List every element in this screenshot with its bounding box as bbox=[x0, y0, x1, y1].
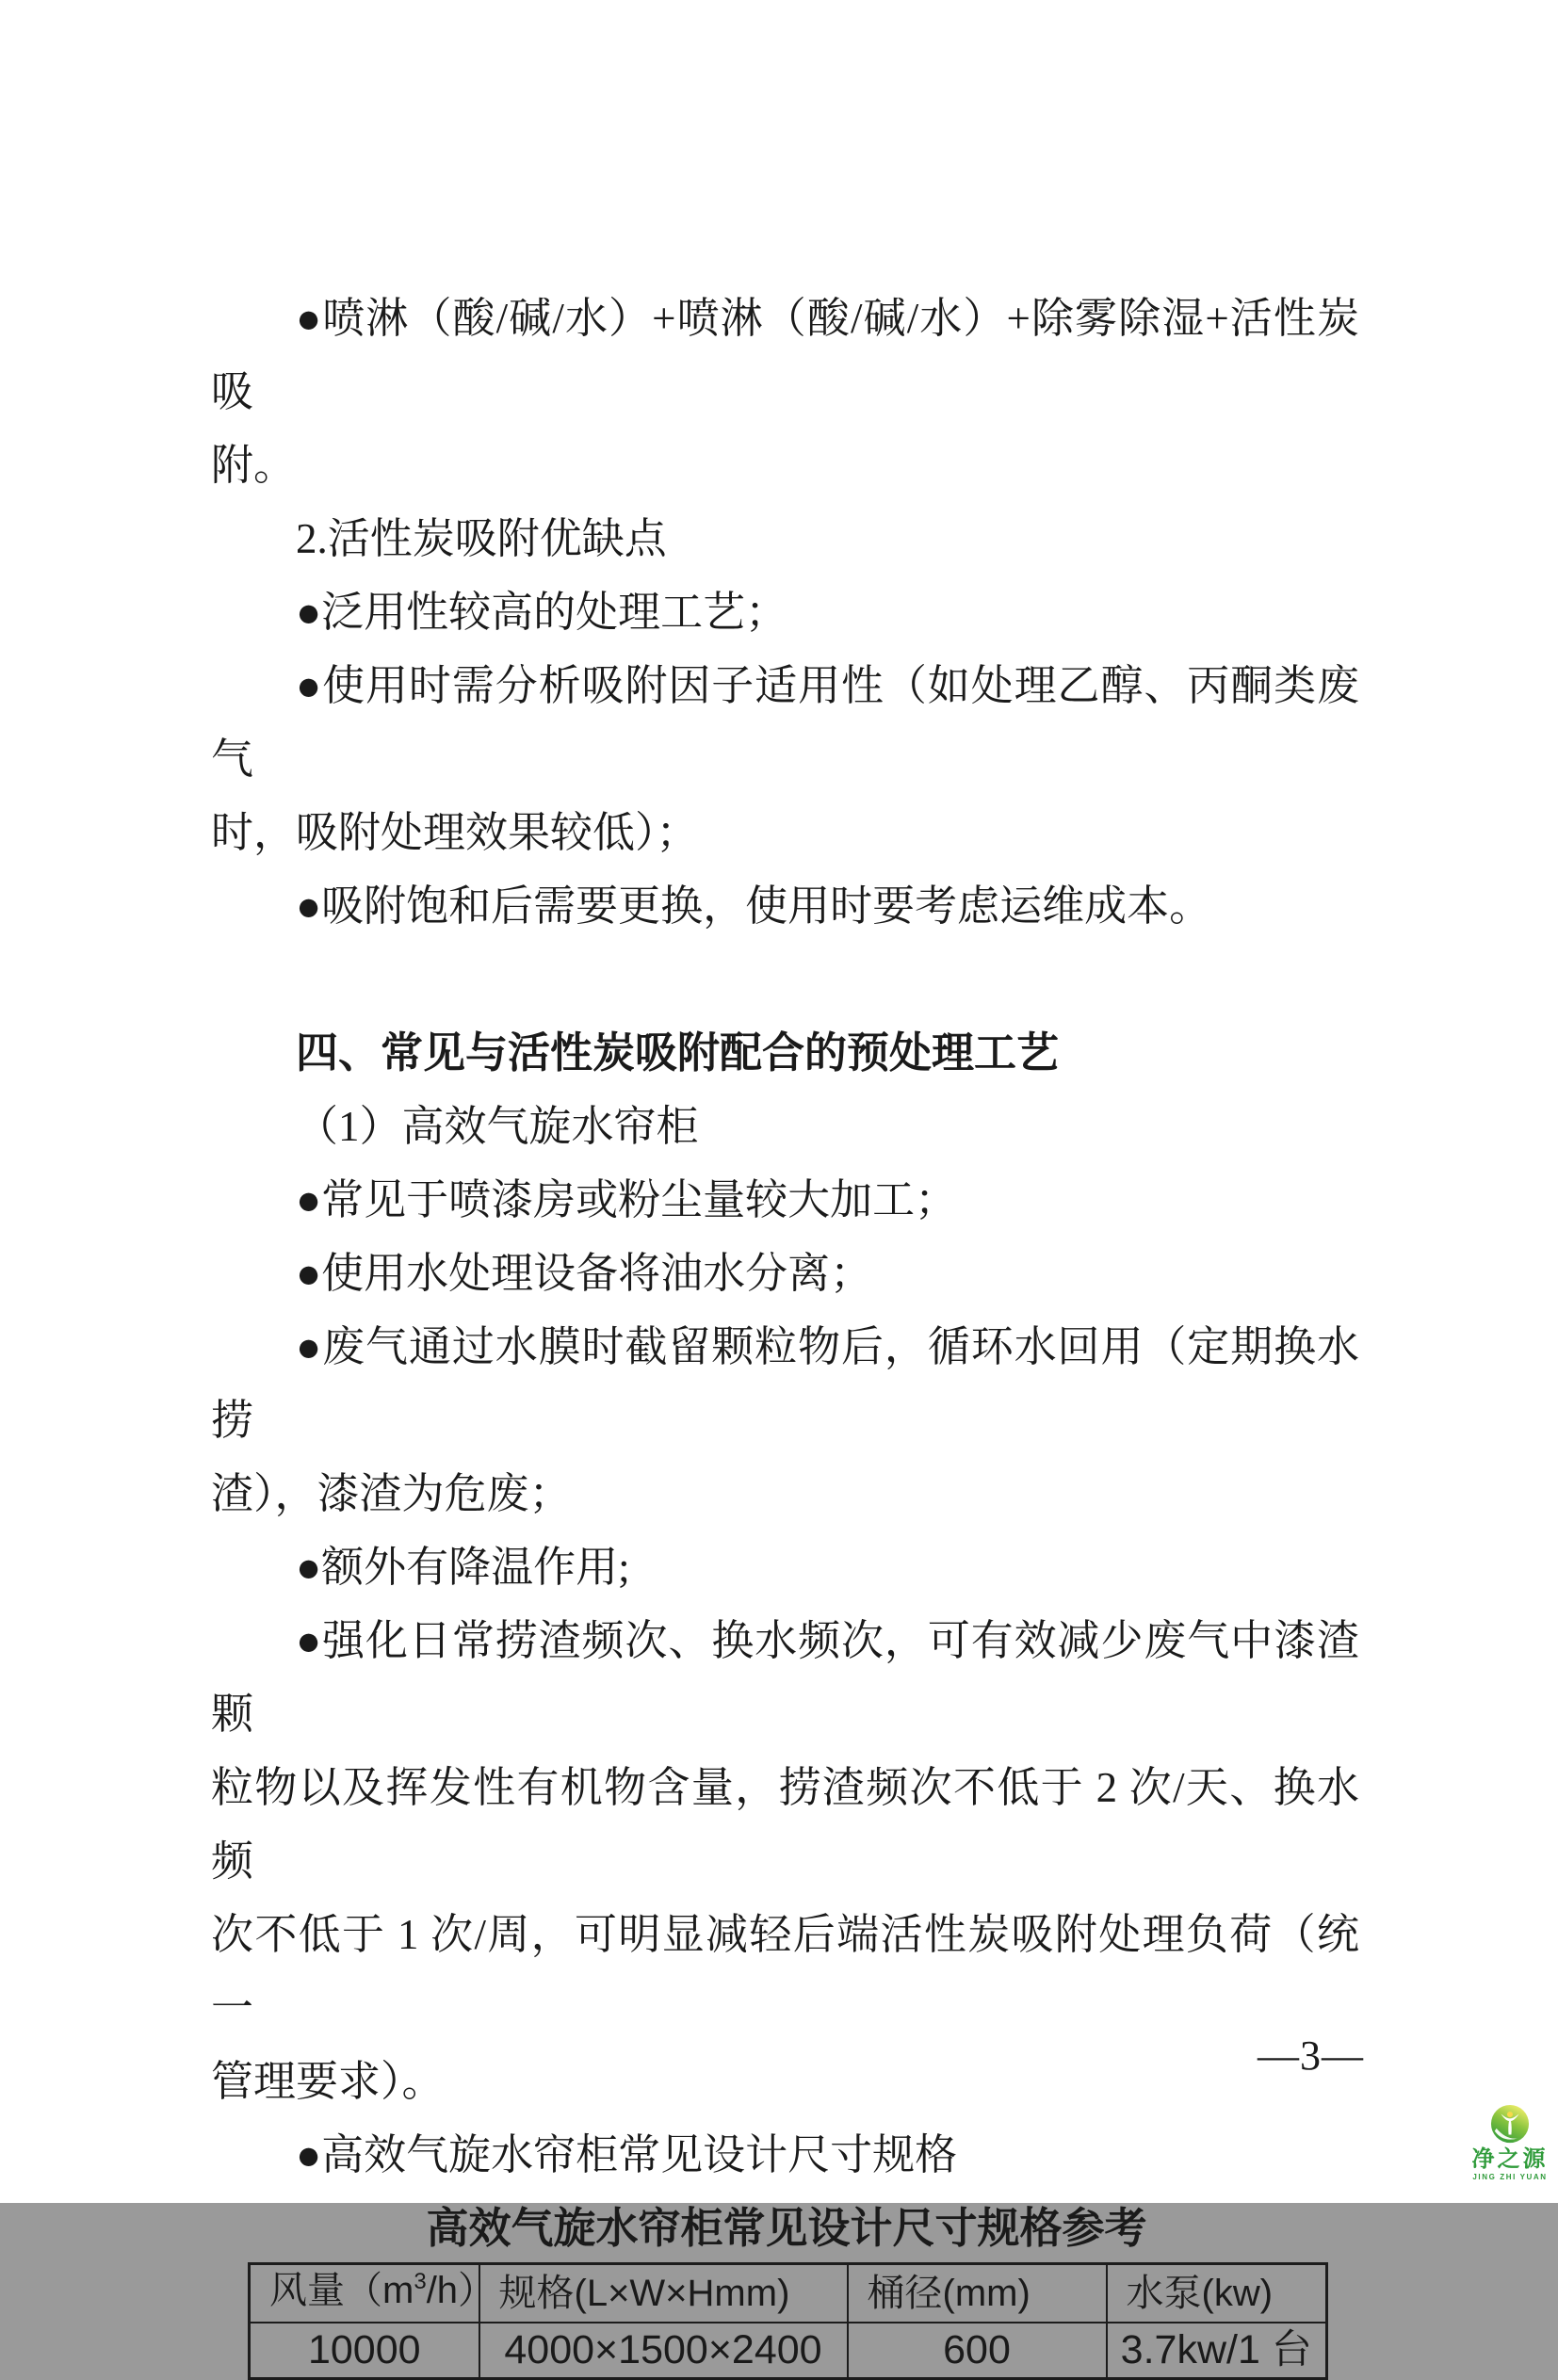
blank-line bbox=[211, 943, 1359, 1016]
bullet-line: ●使用时需分析吸附因子适用性（如处理乙醇、丙酮类废气 bbox=[211, 662, 1359, 783]
logo-name-en: JING ZHI YUAN bbox=[1472, 2173, 1548, 2181]
jingzhiyuan-logo bbox=[1466, 2104, 1554, 2182]
cell-pump: 3.7kw/1 台 bbox=[1107, 2323, 1327, 2379]
jingzhiyuan-logo-icon bbox=[1490, 2104, 1530, 2145]
paragraph-line: 时，吸附处理效果较低）； bbox=[211, 809, 699, 856]
table-header-row bbox=[250, 2264, 1327, 2323]
paragraph-line: 管理要求）。 bbox=[211, 2058, 445, 2105]
bullet-line: ●泛用性较高的处理工艺； bbox=[296, 589, 788, 636]
paragraph-line: 2.活性炭吸附优缺点 bbox=[296, 515, 667, 562]
header-airflow: 风量$(m^3/h)$ bbox=[250, 2264, 479, 2323]
cell-dimensions: 4000×1500×2400 bbox=[479, 2323, 848, 2379]
cell-barrel-diameter: 600 bbox=[848, 2323, 1107, 2379]
cell-airflow: 10000 bbox=[250, 2323, 479, 2379]
bullet-line: ●废气通过水膜时截留颗粒物后，循环水回用（定期换水捞 bbox=[211, 1323, 1359, 1444]
page-number: —3— bbox=[1258, 2032, 1364, 2079]
paragraph-line: ●喷淋（酸/碱/水）+喷淋（酸/碱/水）+除雾除湿+活性炭吸 bbox=[211, 295, 1359, 415]
logo-name-cn: 净之源 bbox=[1471, 2146, 1549, 2172]
header-pump: 水泵(kw) bbox=[1107, 2264, 1327, 2323]
table-title: 高效气旋水帘柜常见设计尺寸规格参考 bbox=[426, 2205, 1147, 2252]
table-data-row bbox=[250, 2323, 1327, 2379]
section-heading: 四、常见与活性炭吸附配合的预处理工艺 bbox=[296, 1028, 1060, 1077]
paragraph-line: 渣），漆渣为危废； bbox=[211, 1470, 572, 1517]
spec-table bbox=[248, 2262, 1328, 2380]
paragraph-line: （1）高效气旋水帘柜 bbox=[296, 1103, 699, 1150]
bullet-line: ●常见于喷漆房或粉尘量较大加工； bbox=[296, 1176, 958, 1223]
paragraph-line: 粒物以及挥发性有机物含量，捞渣频次不低于 2 次/天、换水频 bbox=[211, 1764, 1359, 1885]
bullet-line: ●额外有降温作用; bbox=[296, 1544, 630, 1591]
paragraph-line: 附。 bbox=[211, 442, 297, 489]
paragraph-line: 次不低于 1 次/周，可明显减轻后端活性炭吸附处理负荷（统一 bbox=[211, 1911, 1359, 2032]
bullet-line: ●使用水处理设备将油水分离； bbox=[296, 1250, 873, 1297]
bullet-line: ●强化日常捞渣频次、换水频次，可有效减少废气中漆渣颗 bbox=[211, 1617, 1359, 1738]
bullet-line: ●高效气旋水帘柜常见设计尺寸规格 bbox=[296, 2131, 958, 2178]
header-dimensions: 规格(L×W×Hmm) bbox=[479, 2264, 848, 2323]
superscript-3: 3 bbox=[414, 2269, 427, 2294]
document-body bbox=[211, 282, 1359, 2380]
header-barrel-diameter: 桶径(mm) bbox=[848, 2264, 1107, 2323]
bullet-line: ●吸附饱和后需要更换，使用时要考虑运维成本。 bbox=[296, 882, 1212, 930]
